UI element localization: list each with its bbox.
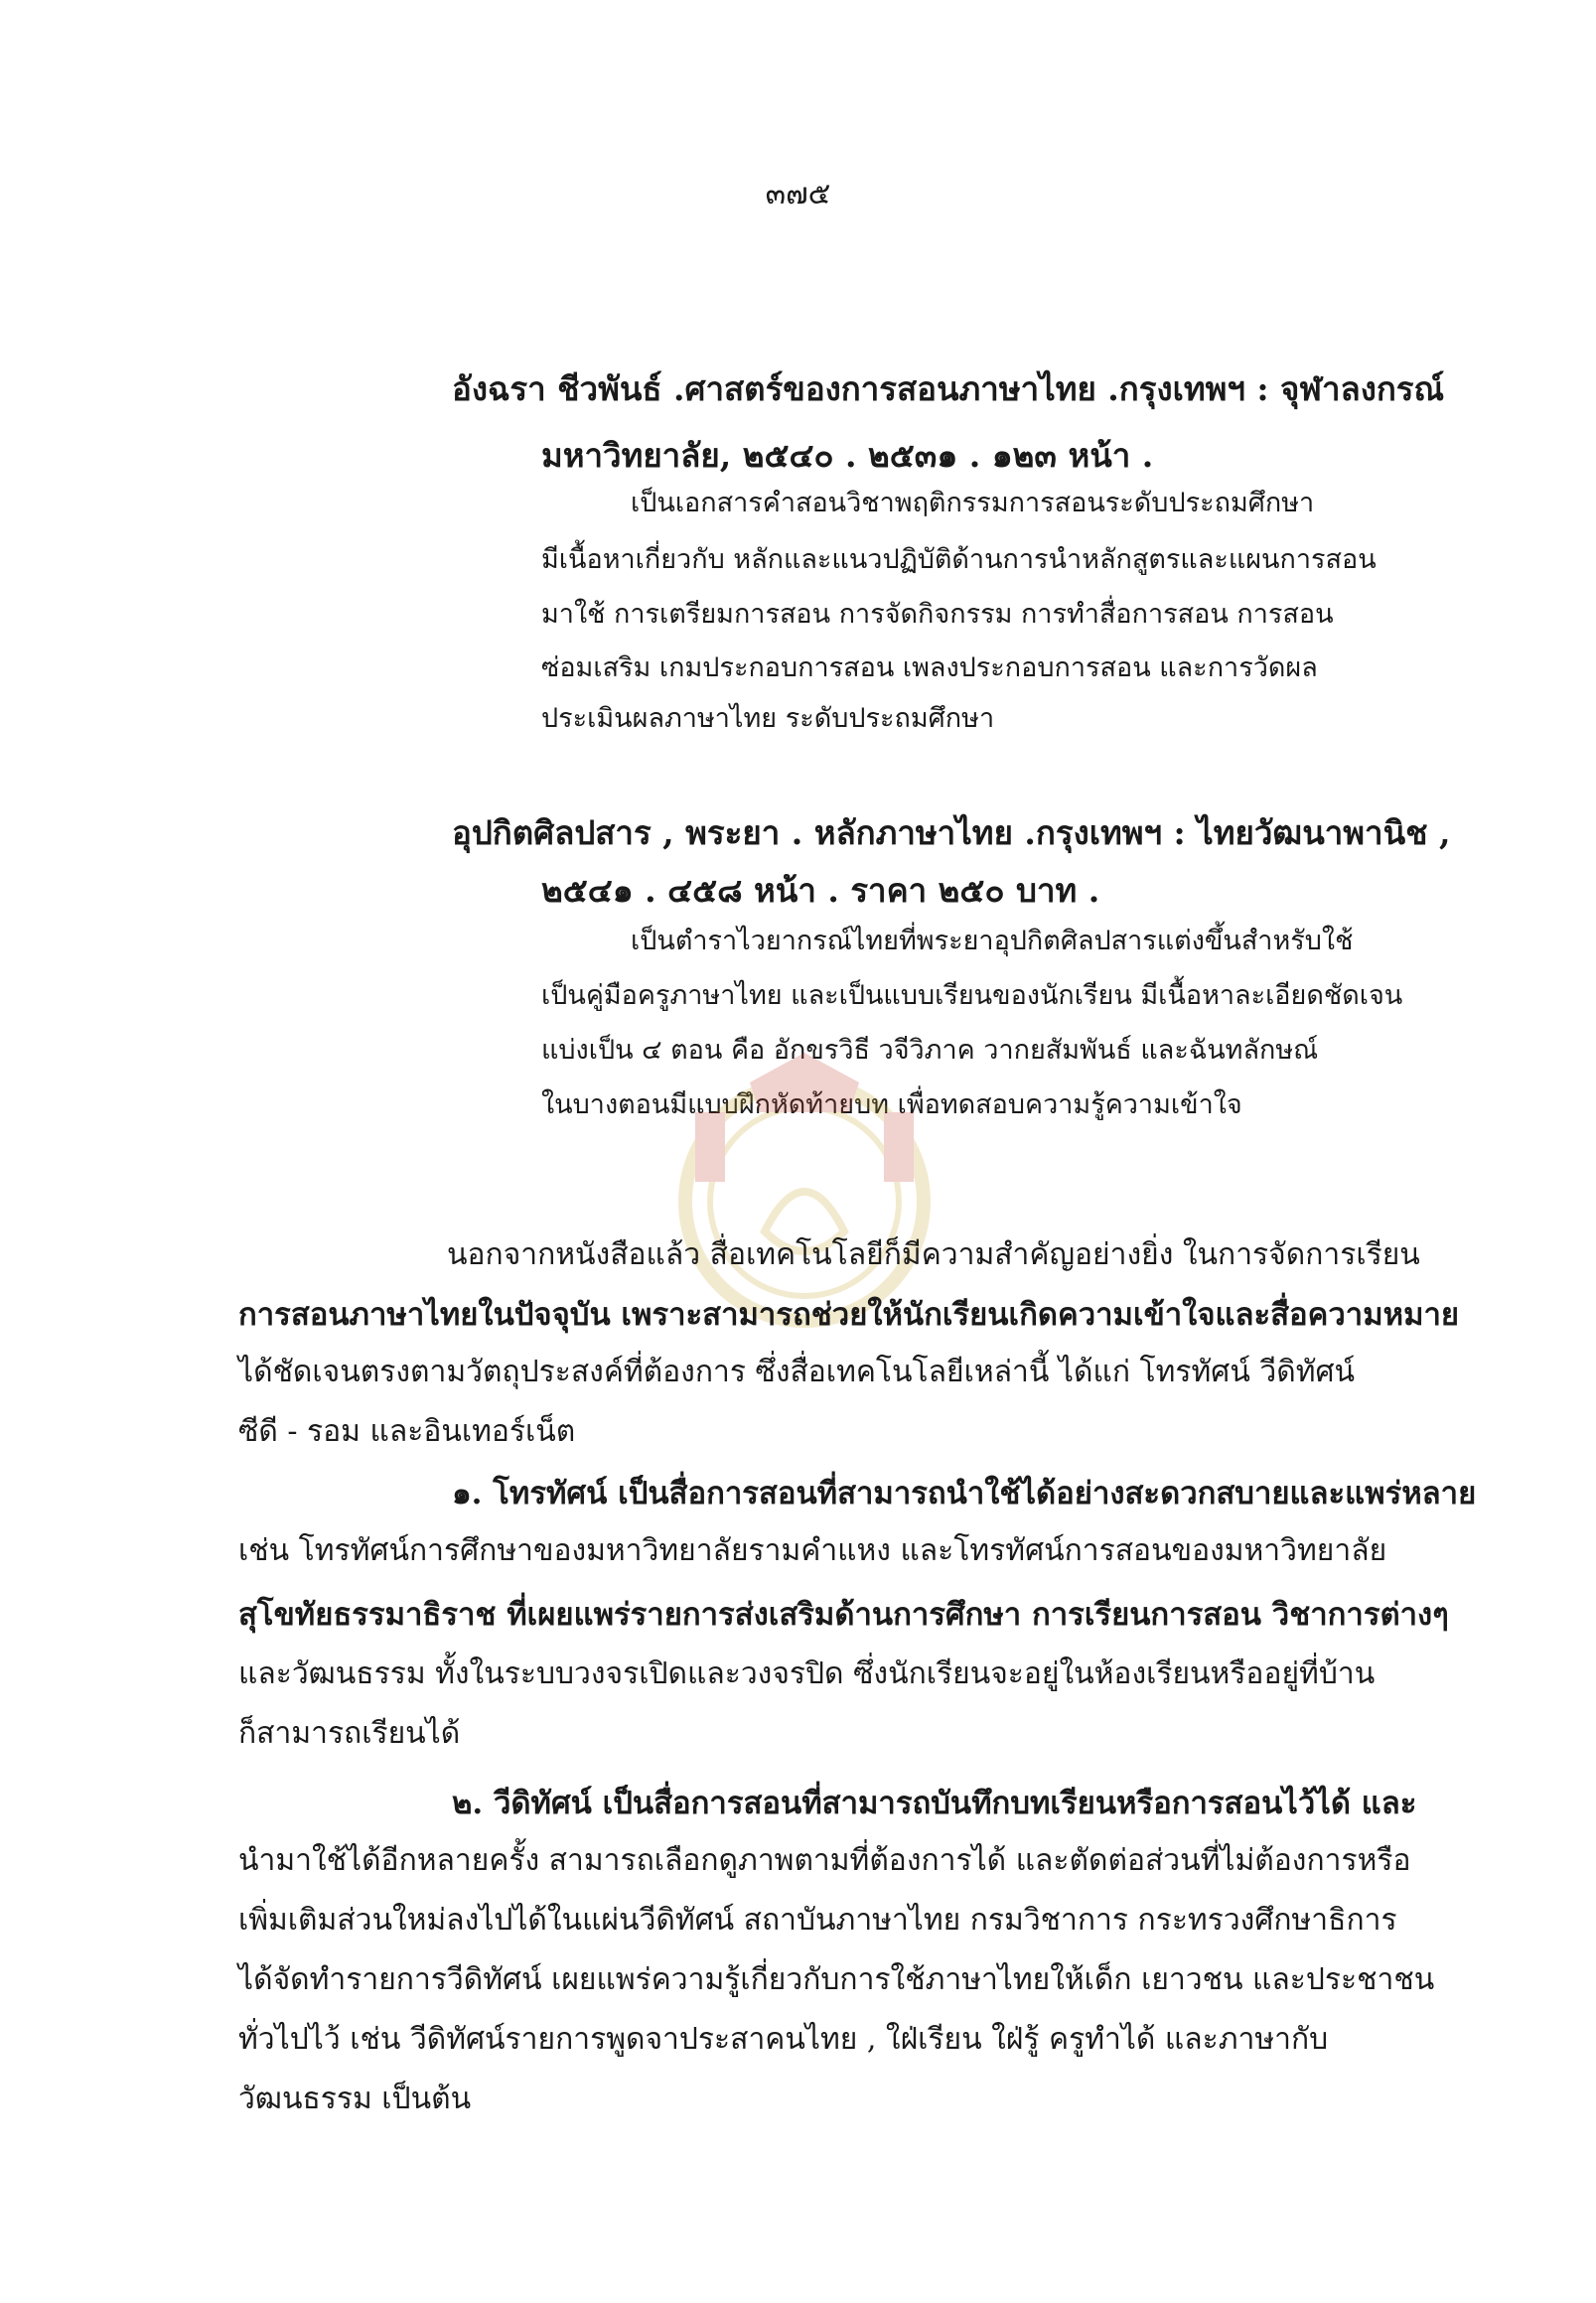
item-2-line: ได้จัดทำรายการวีดิทัศน์ เผยแพร่ความรู้เกี่ยวกับการใช้ภาษาไทยให้เด็ก เยาวชน และประชาชน — [238, 1962, 1435, 1997]
reference-2-continuation: ๒๕๔๑ . ๔๕๘ หน้า . ราคา ๒๕๐ บาท . — [541, 871, 1100, 910]
reference-2-annotation-line: เป็นตำราไวยากรณ์ไทยที่พระยาอุปกิตศิลปสารแต่งขึ้นสำหรับใช้ — [631, 926, 1354, 956]
reference-1-first-line: อังฉรา ชีวพันธ์ .ศาสตร์ของการสอนภาษาไทย .กรุงเทพฯ : จุฬาลงกรณ์ — [452, 369, 1445, 408]
reference-1-annotation-line: มีเนื้อหาเกี่ยวกับ หลักและแนวปฏิบัติด้านการนำหลักสูตรและแผนการสอน — [541, 544, 1377, 575]
item-2-line: วัฒนธรรม เป็นต้น — [238, 2082, 472, 2116]
item-2-line: เพิ่มเติมส่วนใหม่ลงไปได้ในแผ่นวีดิทัศน์ สถาบันภาษาไทย กรมวิชาการ กระทรวงศึกษาธิการ — [238, 1903, 1397, 1938]
reference-1-continuation: มหาวิทยาลัย, ๒๕๔๐ . ๒๕๓๑ . ๑๒๓ หน้า . — [541, 436, 1154, 475]
reference-2-annotation-line: ในบางตอนมีแบบฝึกหัดท้ายบท เพื่อทดสอบความรู้ความเข้าใจ — [541, 1089, 1242, 1120]
intro-paragraph-line: ได้ชัดเจนตรงตามวัตถุประสงค์ที่ต้องการ ซึ่งสื่อเทคโนโลยีเหล่านี้ ได้แก่ โทรทัศน์ วีดิทัศน์ — [238, 1355, 1356, 1389]
page-number: ๓๗๕ — [765, 177, 831, 212]
intro-paragraph-line: การสอนภาษาไทยในปัจจุบัน เพราะสามารถช่วยให้นักเรียนเกิดความเข้าใจและสื่อความหมาย — [238, 1297, 1460, 1333]
reference-1-annotation-line: ซ่อมเสริม เกมประกอบการสอน เพลงประกอบการสอน และการวัดผล — [541, 652, 1318, 683]
item-1-line: และวัฒนธรรม ทั้งในระบบวงจรเปิดและวงจรปิด ซึ่งนักเรียนจะอยู่ในห้องเรียนหรืออยู่ที่บ้าน — [238, 1656, 1376, 1691]
item-1-line: สุโขทัยธรรมาธิราช ที่เผยแพร่รายการส่งเสริมด้านการศึกษา การเรียนการสอน วิชาการต่างๆ — [238, 1597, 1449, 1633]
item-1-line: ก็สามารถเรียนได้ — [238, 1716, 461, 1751]
intro-paragraph-line: ซีดี - รอม และอินเทอร์เน็ต — [238, 1414, 576, 1449]
reference-2-annotation-line: แบ่งเป็น ๔ ตอน คือ อักขรวิธี วจีวิภาค วากยสัมพันธ์ และฉันทลักษณ์ — [541, 1035, 1319, 1066]
reference-2-annotation-line: เป็นคู่มือครูภาษาไทย และเป็นแบบเรียนของนักเรียน มีเนื้อหาละเอียดชัดเจน — [541, 980, 1403, 1011]
intro-paragraph-line: นอกจากหนังสือแล้ว สื่อเทคโนโลยีก็มีความสำคัญอย่างยิ่ง ในการจัดการเรียน — [447, 1237, 1420, 1272]
item-2-line: ๒. วีดิทัศน์ เป็นสื่อการสอนที่สามารถบันทึกบทเรียนหรือการสอนไว้ได้ และ — [452, 1786, 1417, 1821]
item-1-line: ๑. โทรทัศน์ เป็นสื่อการสอนที่สามารถนำใช้ได้อย่างสะดวกสบายและแพร่หลาย — [452, 1476, 1477, 1511]
item-1-line: เช่น โทรทัศน์การศึกษาของมหาวิทยาลัยรามคำแหง และโทรทัศน์การสอนของมหาวิทยาลัย — [238, 1533, 1387, 1568]
reference-1-annotation-line: เป็นเอกสารคำสอนวิชาพฤติกรรมการสอนระดับประถมศึกษา — [631, 488, 1315, 518]
reference-1-annotation-line: มาใช้ การเตรียมการสอน การจัดกิจกรรม การทำสื่อการสอน การสอน — [541, 599, 1334, 630]
item-2-line: นำมาใช้ได้อีกหลายครั้ง สามารถเลือกดูภาพตามที่ต้องการได้ และตัดต่อส่วนที่ไม่ต้องการหรือ — [238, 1843, 1411, 1878]
reference-2-first-line: อุปกิตศิลปสาร , พระยา . หลักภาษาไทย .กรุงเทพฯ : ไทยวัฒนาพานิช , — [452, 813, 1451, 852]
item-2-line: ทั่วไปไว้ เช่น วีดิทัศน์รายการพูดจาประสาคนไทย , ใฝ่เรียน ใฝ่รู้ ครูทำได้ และภาษากับ — [238, 2022, 1329, 2057]
reference-1-annotation-line: ประเมินผลภาษาไทย ระดับประถมศึกษา — [541, 703, 995, 734]
